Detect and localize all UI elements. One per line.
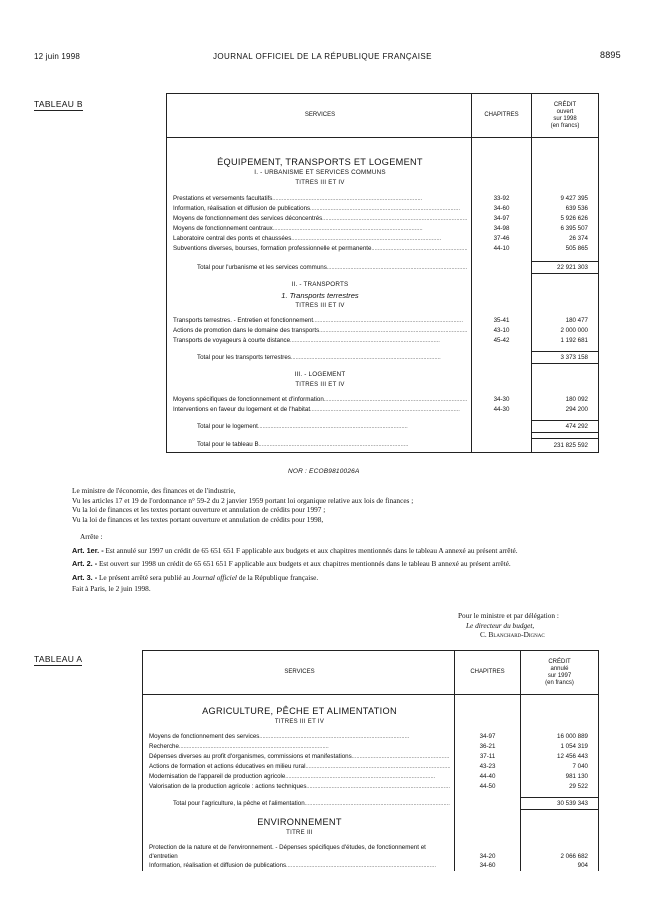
vu-line: Vu la loi de finances et les textes portant ouverture et annulation de crédits pour 1998,: [72, 514, 324, 524]
table-row: Moyens de fonctionnement des services . . . 34-97 16 000 889: [143, 732, 599, 742]
table-b-header: [167, 94, 599, 138]
titres-heading: TITRES III ET IV: [295, 302, 345, 309]
ministry-title: ENVIRONNEMENT: [257, 816, 342, 827]
titres-heading: TITRES III ET IV: [295, 381, 345, 388]
page-date: 12 juin 1998: [34, 52, 80, 61]
col-services-header: SERVICES: [167, 94, 472, 138]
vu-line: Vu la loi de finances et les textes portant ouverture et annulation de crédits pour 1997 ;: [72, 505, 326, 514]
article-2: Art. 2. - Est ouvert sur 1998 un crédit de 65 651 651 F applicable aux budgets et aux chapitres mentionnés dans le tableau B annexé au présent arrêté.: [72, 559, 511, 568]
col-services-header: SERVICES: [143, 651, 455, 695]
article-1: Art. 1er. - Est annulé sur 1997 un crédit de 65 651 651 F applicable aux budgets et aux chapitres mentionnés dans le tableau A annexé au présent arrêté.: [72, 545, 518, 555]
table-a: [142, 650, 599, 871]
total-row: Total pour l'agriculture, la pêche et l'alimentation . . . 30 539 343: [143, 798, 599, 810]
table-row: Moyens de fonctionnement centraux . . . 34-98 6 395 507: [167, 224, 599, 234]
total-row: Total pour l'urbanisme et les services communs . . . 22 921 303: [167, 262, 599, 274]
table-a-header: [143, 651, 599, 695]
total-row: Total pour les transports terrestres . . . 3 373 158: [167, 352, 599, 364]
signature-line: Pour le ministre et par délégation :: [458, 611, 559, 620]
table-row: Transports terrestres. - Entretien et fonctionnement . . . 35-41 180 477: [167, 316, 599, 326]
table-row: Information, réalisation et diffusion de publications . . . 34-60 639 536: [167, 204, 599, 214]
table-row: Subventions diverses, bourses, formation professionnelle et permanente . . . 44-10 505 865: [167, 244, 599, 254]
table-row: Protection de la nature et de l'environnement. - Dépenses spécifiques d'études, de fonctionnement et d'entretien 34-20 2 066 682: [143, 843, 599, 861]
total-row: Total pour le logement . . . 474 292: [167, 421, 599, 433]
decree-body: [34, 486, 620, 594]
article-3: Art. 3. - Le présent arrêté sera publié au Journal officiel de la République française.: [72, 572, 319, 582]
col-chapitres-header: CHAPITRES: [455, 651, 521, 695]
table-row: Actions de promotion dans le domaine des transports . . . 43-10 2 000 000: [167, 326, 599, 336]
col-credit-header: CRÉDIT annulé sur 1997 (en francs): [521, 651, 599, 695]
col-credit-header: CRÉDIT ouvert sur 1998 (en francs): [532, 94, 599, 138]
journal-title: JOURNAL OFFICIEL DE LA RÉPUBLIQUE FRANÇAISE: [213, 52, 432, 61]
table-row: Information, réalisation et diffusion de publications . . . 34-60 904: [143, 861, 599, 871]
titres-heading: TITRES III ET IV: [274, 718, 325, 725]
vu-line: Vu les articles 17 et 19 de l'ordonnance n° 59-2 du 2 janvier 1959 portant loi organique relative aux lois de finances ;: [72, 495, 414, 505]
table-row: Laboratoire central des ponts et chaussées . . . 37-46 26 374: [167, 234, 599, 244]
table-row: Prestations et versements facultatifs . . . 33-92 9 427 395: [167, 194, 599, 204]
signature-block: [458, 611, 638, 640]
subsection-title: 1. Transports terrestres: [281, 290, 359, 300]
arrete-line: Arrête :: [80, 532, 103, 541]
col-chapitres-header: CHAPITRES: [472, 94, 532, 138]
fait-line: Fait à Paris, le 2 juin 1998.: [72, 584, 151, 593]
table-row: Dépenses diverses au profit d'organismes, commissions et manifestations . . . 37-11 12 456 443: [143, 752, 599, 762]
table-row: Valorisation de la production agricole : actions techniques . . . 44-50 29 522: [143, 782, 599, 792]
table-b: [166, 93, 599, 453]
table-row: Interventions en faveur du logement et de l'habitat . . . 44-30 294 200: [167, 405, 599, 415]
table-row: Transports de voyageurs à courte distance . . . 45-42 1 192 681: [167, 336, 599, 346]
ministry-title: ÉQUIPEMENT, TRANSPORTS ET LOGEMENT: [217, 156, 423, 167]
signature-name: C. Blanchard-Dignac: [480, 630, 545, 639]
nor-reference: NOR : ECOB9810026A: [288, 468, 360, 475]
table-a-label: TABLEAU A: [34, 654, 83, 664]
section-title: II. - TRANSPORTS: [291, 280, 349, 288]
titres-heading: TITRE III: [286, 829, 313, 836]
table-row: Modernisation de l'appareil de production agricole . . . 44-40 981 130: [143, 772, 599, 782]
table-row: Actions de formation et actions éducatives en milieu rural . . . 43-23 7 040: [143, 762, 599, 772]
grand-total-row: Total pour le tableau B . . . 231 825 592: [167, 439, 599, 453]
table-row: Recherche . . . 36-21 1 054 319: [143, 742, 599, 752]
titres-heading: TITRES III ET IV: [295, 179, 345, 186]
table-b-label: TABLEAU B: [34, 99, 83, 109]
page-number: 8895: [600, 50, 621, 60]
section-title: III. - LOGEMENT: [294, 370, 346, 378]
section-title: I. - URBANISME ET SERVICES COMMUNS: [254, 168, 386, 176]
table-row: Moyens spécifiques de fonctionnement et d'information . . . 34-30 180 092: [167, 395, 599, 405]
ministry-title: AGRICULTURE, PÊCHE ET ALIMENTATION: [202, 705, 397, 716]
intro-line: Le ministre de l'économie, des finances et de l'industrie,: [72, 486, 236, 495]
table-row: Moyens de fonctionnement des services déconcentrés . . . 34-97 5 926 626: [167, 214, 599, 224]
signature-title: Le directeur du budget,: [466, 620, 535, 630]
